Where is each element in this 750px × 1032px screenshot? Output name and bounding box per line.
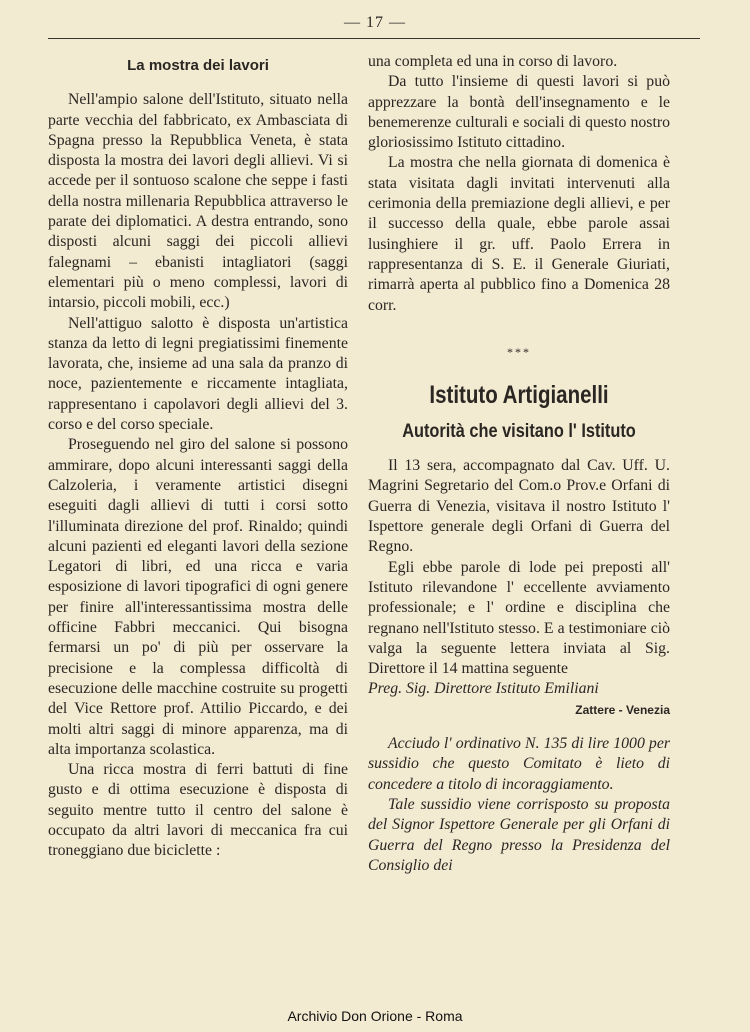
paragraph: Egli ebbe parole di lode pei preposti all' Istituto rilevandone l' eccellente avviamento professionale; e l' ordine e disciplina che regnano nell'Istituto stesso. E a testimoniare ciò valga la seguente lettera inviata al Sig. Direttore il 14 mattina seguente (368, 558, 670, 678)
letter-salutation: Preg. Sig. Direttore Istituto Emiliani (368, 680, 599, 698)
paragraph: Nell'ampio salone dell'Istituto, situato nella parte vecchia del fabbricato, ex Ambasciata di Spagna presso la Repubblica Veneta, è stata disposta la mostra dei lavori degli allievi. Vi si accede per il sontuoso scalone che seppe i fasti della nostra millenaria Repubblica attraverso le parate dei diplomatici. A destra entrando, sono disposti alcuni saggi dei piccoli allievi falegnami – ebanisti intagliatori (saggi elementari più o meno complessi, lavori di intarsio, piccoli mobili, ecc.) (48, 91, 348, 312)
section-title: Istituto Artigianelli (429, 381, 609, 410)
paragraph: La mostra che nella giornata di domenica è stata visitata dagli invitati intervenuti alla cerimonia della premiazione degli allievi, e per il successo della quale, ebbe parole assai lusinghiere il gr. uff. Paolo Errera in rappresentanza di S. E. il Generale Giuriati, rimarrà aperta al pubblico fino a Domenica 28 corr. (368, 154, 670, 314)
article-heading: La mostra dei lavori (127, 57, 269, 74)
left-column (48, 52, 348, 862)
letter-paragraph: Acciudo l' ordinativo N. 135 di lire 1000 per sussidio che questo Comitato è lieto di concedere a titolo di incoraggiamento. (368, 735, 670, 793)
paragraph: Proseguendo nel giro del salone si possono ammirare, dopo alcuni interessanti saggi della Calzoleria, i veramente artistici disegni eseguiti dagli allievi di tutti i corsi sotto l'illuminata direzione del prof. Rinaldo; quindi alcuni pazienti ed eleganti lavori della sezione Legatori di libri, ed una ricca e varia esposizione di lavori tipografici di ogni genere per finire all'interessantissima mostra delle officine Fabbri meccanici. Qui bisogna fermarsi un po' di più per osservare la precisione e la complessa difficoltà di esecuzione delle macchine costruite su progetti del Vice Rettore prof. Attilio Piccardo, e dei molti altri saggi di minore apparenza, ma di alta importanza scolastica. (48, 436, 348, 758)
section-separator: *** (507, 344, 531, 359)
letter-place: Zattere - Venezia (575, 702, 670, 717)
header-rule (48, 38, 700, 39)
paragraph-continuation: una completa ed una in corso di lavoro. (368, 53, 618, 70)
paragraph: Nell'attiguo salotto è disposta un'artistica stanza da letto di legni pregiatissimi finemente lavorata, che, insieme ad una sala da pranzo di noce, pazientemente e riccamente intagliata, rappresentano i capolavori degli allievi del 3. corso e del corso speciale. (48, 314, 348, 434)
page-number: — 17 — (344, 14, 406, 31)
paragraph: Una ricca mostra di ferri battuti di fine gusto e di ottima esecuzione è disposta di seguito mentre tutto il centro del salone è occupato da altri lavori di meccanica fra cui troneggiano due biciclette : (48, 761, 348, 860)
paragraph: Da tutto l'insieme di questi lavori si può apprezzare la bontà dell'insegnamento e le benemerenze culturali e sociali di questo nostro gloriosissimo Istituto cittadino. (368, 73, 670, 152)
letter-paragraph: Tale sussidio viene corrisposto su proposta del Signor Ispettore Generale per gli Orfani di Guerra del Regno presso la Presidenza del Consiglio dei (368, 795, 670, 874)
right-column (368, 52, 670, 876)
archive-footer: Archivio Don Orione - Roma (287, 1008, 463, 1024)
paragraph: Il 13 sera, accompagnato dal Cav. Uff. U. Magrini Segretario del Com.o Prov.e Orfani di Guerra di Venezia, visitava il nostro Istituto l' Ispettore generale degli Orfani di Guerra del Regno. (368, 457, 670, 556)
section-subtitle: Autorità che visitano l' Istituto (402, 421, 636, 443)
